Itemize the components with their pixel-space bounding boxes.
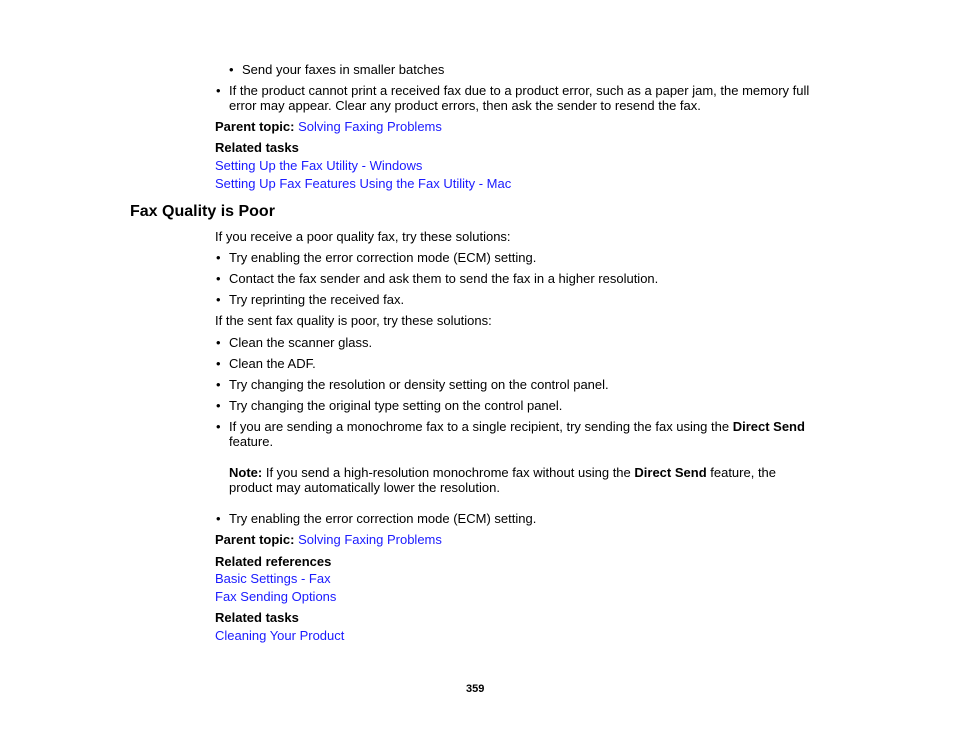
bullet-dot: •	[216, 292, 221, 307]
bullet-text: Try enabling the error correction mode (ECM) setting.	[229, 250, 537, 265]
page-number: 359	[466, 683, 485, 695]
related-reference-link[interactable]: Basic Settings - Fax	[215, 571, 331, 586]
bullet-text-line2: feature.	[229, 434, 274, 449]
bullet-text: Try enabling the error correction mode (ECM) setting.	[229, 511, 537, 526]
bullet-dot: •	[216, 335, 221, 350]
parent-topic-label: Parent topic:	[215, 532, 295, 547]
bullet-text-line1	[229, 419, 805, 435]
bullet-dot: •	[216, 398, 221, 413]
bullet-dot: •	[216, 511, 221, 526]
note-label: Note:	[229, 465, 263, 480]
bullet-dot: •	[216, 83, 221, 98]
bullet-dot: •	[229, 62, 234, 77]
bullet-dot: •	[216, 356, 221, 371]
bullet-dot: •	[216, 419, 221, 434]
bullet-text: Try reprinting the received fax.	[229, 292, 405, 307]
related-task-link[interactable]: Cleaning Your Product	[215, 628, 345, 643]
related-tasks-heading: Related tasks	[215, 610, 299, 625]
parent-topic	[215, 119, 442, 135]
related-task-link[interactable]: Setting Up the Fax Utility - Windows	[215, 158, 423, 173]
bullet-text: Try changing the original type setting on the control panel.	[229, 398, 563, 413]
direct-send-term: Direct Send	[732, 419, 805, 434]
bullet-text: Contact the fax sender and ask them to send the fax in a higher resolution.	[229, 271, 659, 286]
parent-topic-label: Parent topic:	[215, 119, 295, 134]
bullet-text-part: If you are sending a monochrome fax to a single recipient, try sending the fax using the	[229, 419, 733, 434]
related-references-heading: Related references	[215, 554, 332, 569]
intro-received: If you receive a poor quality fax, try these solutions:	[215, 229, 511, 244]
related-tasks-heading: Related tasks	[215, 140, 299, 155]
bullet-text: Clean the ADF.	[229, 356, 316, 371]
bullet-text: Try changing the resolution or density setting on the control panel.	[229, 377, 609, 392]
note-text: If you send a high-resolution monochrome fax without using the	[262, 465, 635, 480]
bullet-text: Send your faxes in smaller batches	[242, 62, 445, 77]
related-reference-link[interactable]: Fax Sending Options	[215, 589, 337, 604]
parent-topic-link[interactable]: Solving Faxing Problems	[298, 119, 442, 134]
note-text: feature, the	[706, 465, 777, 480]
bullet-text-line1: If the product cannot print a received fax due to a product error, such as a paper jam, the memory full	[229, 83, 810, 98]
parent-topic	[215, 532, 442, 548]
bullet-text: Clean the scanner glass.	[229, 335, 373, 350]
bullet-dot: •	[216, 250, 221, 265]
bullet-text-line2: error may appear. Clear any product errors, then ask the sender to resend the fax.	[229, 98, 701, 113]
related-task-link[interactable]: Setting Up Fax Features Using the Fax Utility - Mac	[215, 176, 512, 191]
bullet-dot: •	[216, 377, 221, 392]
direct-send-term: Direct Send	[634, 465, 707, 480]
intro-sent: If the sent fax quality is poor, try these solutions:	[215, 313, 492, 328]
note-line2: product may automatically lower the resolution.	[229, 480, 500, 495]
bullet-dot: •	[216, 271, 221, 286]
parent-topic-link[interactable]: Solving Faxing Problems	[298, 532, 442, 547]
section-title: Fax Quality is Poor	[130, 203, 275, 220]
note-line1	[229, 465, 776, 481]
